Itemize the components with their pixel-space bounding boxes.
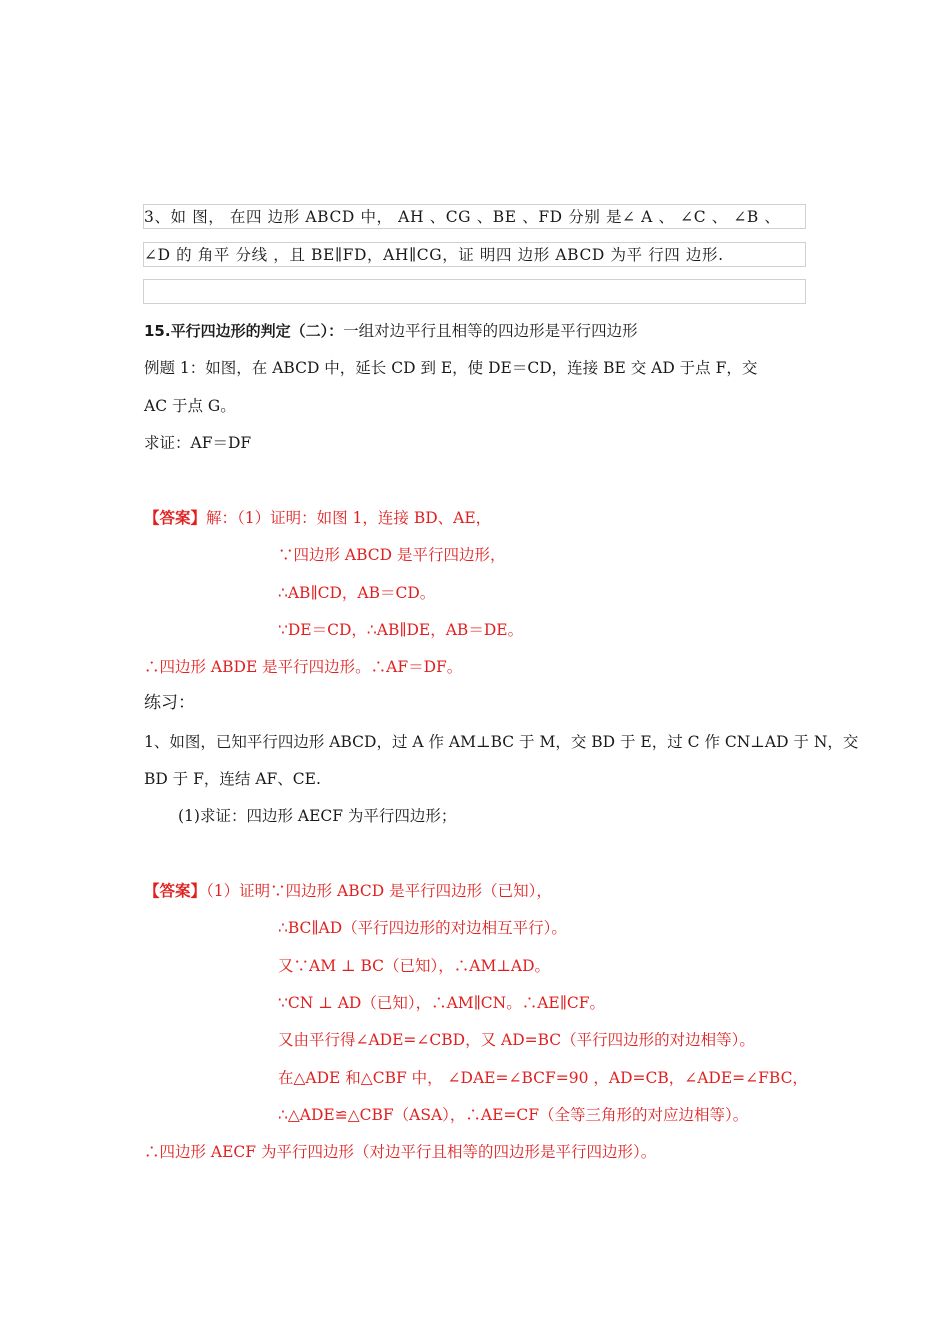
answer2-line-7: ∴△ADE≌△CBF（ASA），∴AE=CF（全等三角形的对应边相等）。 <box>278 1106 749 1124</box>
section-title-row <box>144 321 638 341</box>
practice-heading: 练习： <box>144 693 195 713</box>
problem3-line1: 3、如 图， 在四 边形 ABCD 中， AH 、CG 、BE 、FD 分别 是∠ A 、 ∠C 、 ∠B 、 <box>144 208 781 226</box>
answer2-line-3: 又∵AM ⊥ BC（已知），∴AM⊥AD。 <box>278 957 551 975</box>
section-subtitle: 一组对边平行且相等的四边形是平行四边形 <box>343 322 638 340</box>
practice-line-2: BD 于 F，连结 AF、CE. <box>144 770 321 788</box>
answer1-line-2: ∵四边形 ABCD 是平行四边形， <box>278 546 506 564</box>
answer-tag-2: 【答案】 <box>144 882 207 900</box>
answer2-line-5: 又由平行得∠ADE=∠CBD，又 AD=BC（平行四边形的对边相等）。 <box>278 1031 755 1049</box>
answer-tag: 【答案】 <box>144 509 207 527</box>
example-line-2: AC 于点 G。 <box>144 397 236 415</box>
practice-line-1: 1、如图，已知平行四边形 ABCD，过 A 作 AM⊥BC 于 M，交 BD 于 E，过 C 作 CN⊥AD 于 N，交 <box>144 733 859 751</box>
answer2-text-1: （1）证明∵四边形 ABCD 是平行四边形（已知）， <box>206 882 552 900</box>
problem-row-3 <box>143 279 806 304</box>
answer1-line-1 <box>144 508 491 528</box>
answer1-line-5: ∴四边形 ABDE 是平行四边形。∴AF＝DF。 <box>144 658 463 676</box>
example-line-3: 求证：AF＝DF <box>144 434 252 452</box>
answer1-line-4: ∵DE＝CD，∴AB∥DE，AB＝DE。 <box>278 621 524 639</box>
problem3-line2: ∠D 的 角平 分线 ，且 BE∥FD，AH∥CG，证 明四 边形 ABCD 为平 行四 边形. <box>144 246 724 264</box>
example-line-1: 例题 1：如图，在 ABCD 中，延长 CD 到 E，使 DE＝CD，连接 BE 交 AD 于点 F，交 <box>144 359 758 377</box>
answer2-line-8: ∴四边形 AECF 为平行四边形（对边平行且相等的四边形是平行四边形）。 <box>144 1143 657 1161</box>
answer2-line-2: ∴BC∥AD（平行四边形的对边相互平行）。 <box>278 919 567 937</box>
answer1-line-3: ∴AB∥CD，AB＝CD。 <box>278 584 436 602</box>
answer2-line-6: 在△ADE 和△CBF 中， ∠DAE=∠BCF=90 ，AD=CB，∠ADE=∠FBC， <box>278 1069 808 1087</box>
answer1-text-1: 解：（1）证明：如图 1，连接 BD、AE， <box>206 509 492 527</box>
answer2-line-1 <box>144 881 552 901</box>
answer2-line-4: ∵CN ⊥ AD（已知），∴AM∥CN。∴AE∥CF。 <box>278 994 606 1012</box>
practice-line-3: (1)求证：四边形 AECF 为平行四边形； <box>178 807 457 825</box>
section-title: 15.平行四边形的判定（二）： <box>144 322 344 340</box>
